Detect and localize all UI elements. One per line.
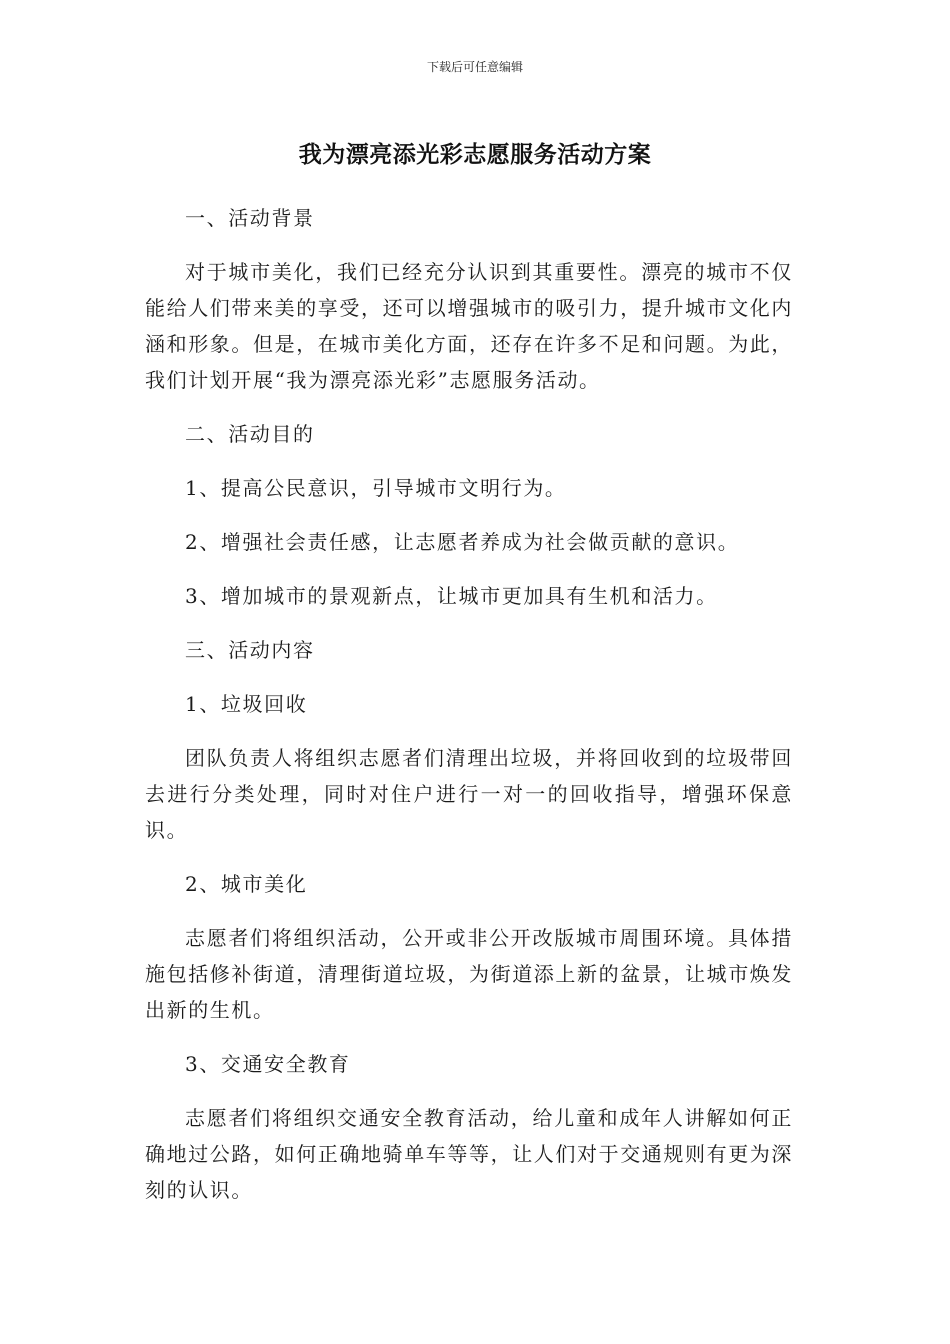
section-heading-purpose: 二、活动目的	[185, 422, 315, 446]
paragraph-city-beautification: 志愿者们将组织活动，公开或非公开改版城市周围环境。具体措施包括修补街道，清理街道垃圾，为街道添上新的盆景，让城市焕发出新的生机。	[145, 926, 793, 1022]
paragraph-background: 对于城市美化，我们已经充分认识到其重要性。漂亮的城市不仅能给人们带来美的享受，还可以增强城市的吸引力，提升城市文化内涵和形象。但是，在城市美化方面，还存在许多不足和问题。为此，我们计划开展“我为漂亮添光彩”志愿服务活动。	[145, 260, 793, 392]
section-heading-content: 三、活动内容	[185, 638, 315, 662]
list-item-purpose-2: 2、增强社会责任感，让志愿者养成为社会做贡献的意识。	[185, 530, 740, 554]
paragraph-traffic-safety: 志愿者们将组织交通安全教育活动，给儿童和成年人讲解如何正确地过公路，如何正确地骑单车等等，让人们对于交通规则有更为深刻的认识。	[145, 1106, 793, 1202]
section-heading-background: 一、活动背景	[185, 206, 315, 230]
list-item-purpose-1: 1、提高公民意识，引导城市文明行为。	[185, 476, 567, 500]
document-body	[145, 200, 793, 1226]
document-title: 我为漂亮添光彩志愿服务活动方案	[298, 142, 652, 168]
paragraph-garbage-recycling: 团队负责人将组织志愿者们清理出垃圾，并将回收到的垃圾带回去进行分类处理，同时对住户进行一对一的回收指导，增强环保意识。	[145, 746, 793, 842]
subheading-traffic-safety: 3、交通安全教育	[185, 1052, 351, 1076]
header-note: 下载后可任意编辑	[426, 60, 523, 74]
list-item-purpose-3: 3、增加城市的景观新点，让城市更加具有生机和活力。	[185, 584, 718, 608]
subheading-garbage-recycling: 1、垃圾回收	[185, 692, 308, 716]
subheading-city-beautification: 2、城市美化	[185, 872, 308, 896]
